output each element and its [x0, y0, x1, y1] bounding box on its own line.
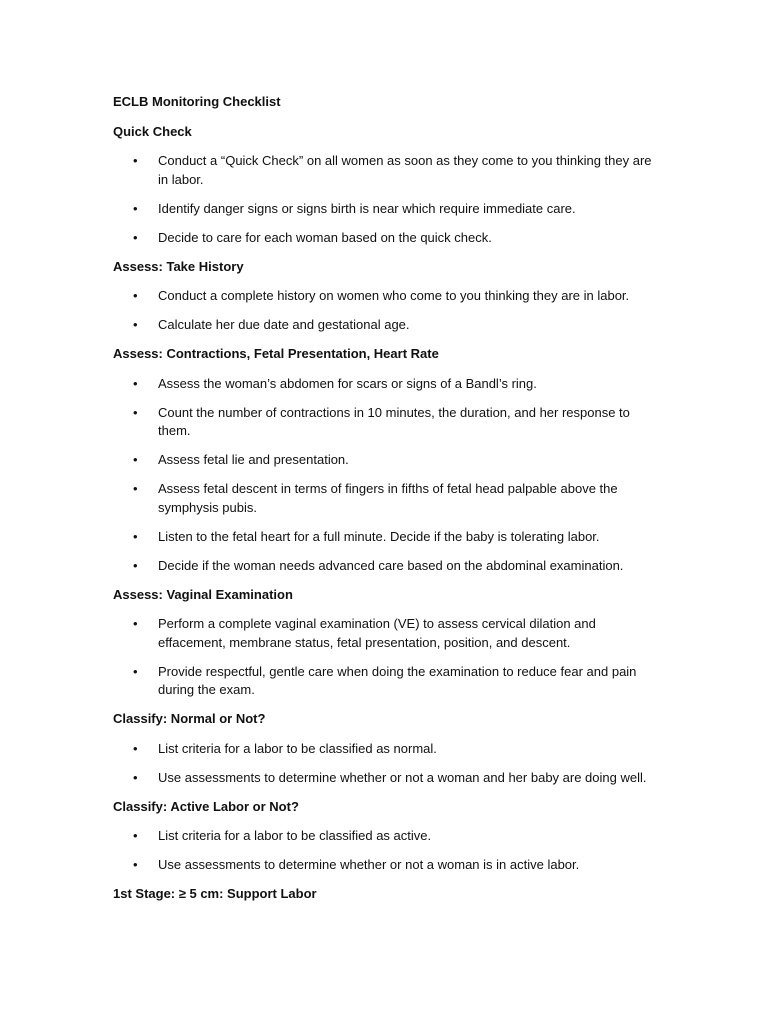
list-item — [113, 451, 658, 470]
list-item-text: Listen to the fetal heart for a full minute. Decide if the baby is tolerating labor. — [158, 528, 600, 544]
list-item — [113, 528, 658, 547]
list-item-text: Use assessments to determine whether or not a woman is in active labor. — [158, 857, 580, 872]
list-item-text: Assess fetal lie and presentation. — [158, 452, 349, 467]
bullet-icon: • — [133, 616, 138, 631]
bullet-icon: • — [133, 200, 138, 216]
list-item-text: Decide to care for each woman based on the quick check. — [158, 229, 492, 245]
list-item-text: List criteria for a labor to be classified as active. — [158, 828, 432, 843]
section-heading: Quick Check — [113, 123, 192, 139]
checklist-sections — [113, 123, 658, 904]
bullet-icon: • — [133, 317, 138, 332]
section-heading: Assess: Take History — [113, 258, 244, 274]
list-item-text: List criteria for a labor to be classified as normal. — [158, 740, 437, 756]
bullet-icon: • — [133, 663, 138, 679]
document-title: ECLB Monitoring Checklist — [113, 94, 281, 109]
list-item-text: Use assessments to determine whether or not a woman and her baby are doing well. — [158, 769, 647, 785]
bullet-icon: • — [133, 452, 138, 467]
bullet-list — [113, 375, 658, 576]
list-item — [113, 375, 658, 394]
list-item — [113, 615, 658, 652]
list-item — [113, 229, 658, 248]
list-item — [113, 663, 658, 700]
list-item — [113, 404, 658, 441]
list-item — [113, 769, 658, 788]
bullet-icon: • — [133, 828, 138, 843]
section-heading: 1st Stage: ≥ 5 cm: Support Labor — [113, 886, 317, 901]
list-item-text: Conduct a complete history on women who come to you thinking they are in labor. — [158, 288, 630, 303]
bullet-icon: • — [133, 857, 138, 872]
list-item-text: Calculate her due date and gestational age. — [158, 317, 410, 332]
bullet-icon: • — [133, 769, 138, 785]
list-item-text: Assess fetal descent in terms of fingers in fifths of fetal head palpable above the symphysis pubis. — [158, 481, 618, 515]
bullet-icon: • — [133, 375, 138, 391]
section-heading: Classify: Active Labor or Not? — [113, 798, 299, 814]
list-item-text: Identify danger signs or signs birth is near which require immediate care. — [158, 200, 576, 216]
list-item-text: Decide if the woman needs advanced care based on the abdominal examination. — [158, 557, 624, 573]
section-heading: Assess: Contractions, Fetal Presentation, Heart Rate — [113, 346, 439, 361]
list-item-text: Perform a complete vaginal examination (VE) to assess cervical dilation and effacement, membrane status, fetal presentation, position, and descent. — [158, 616, 596, 650]
section-heading: Assess: Vaginal Examination — [113, 586, 293, 602]
bullet-icon: • — [133, 481, 138, 496]
bullet-icon: • — [133, 288, 138, 303]
bullet-list — [113, 152, 658, 247]
list-item-text: Conduct a “Quick Check” on all women as soon as they come to you thinking they are in labor. — [158, 153, 652, 187]
list-item — [113, 827, 658, 846]
list-item-text: Assess the woman’s abdomen for scars or signs of a Bandl’s ring. — [158, 375, 537, 391]
bullet-icon: • — [133, 557, 138, 573]
bullet-icon: • — [133, 740, 138, 756]
document-body — [113, 93, 658, 915]
list-item — [113, 557, 658, 576]
bullet-icon: • — [133, 404, 138, 420]
bullet-icon: • — [133, 229, 138, 245]
bullet-list — [113, 287, 658, 335]
bullet-list — [113, 827, 658, 875]
list-item-text: Count the number of contractions in 10 minutes, the duration, and her response to them. — [158, 404, 630, 438]
list-item-text: Provide respectful, gentle care when doing the examination to reduce fear and pain during the exam. — [158, 663, 637, 697]
list-item — [113, 287, 658, 306]
section-heading: Classify: Normal or Not? — [113, 711, 266, 726]
bullet-icon: • — [133, 153, 138, 168]
list-item — [113, 740, 658, 759]
list-item — [113, 316, 658, 335]
list-item — [113, 200, 658, 219]
bullet-list — [113, 615, 658, 700]
list-item — [113, 856, 658, 875]
bullet-list — [113, 740, 658, 788]
bullet-icon: • — [133, 528, 138, 544]
list-item — [113, 152, 658, 189]
list-item — [113, 480, 658, 517]
